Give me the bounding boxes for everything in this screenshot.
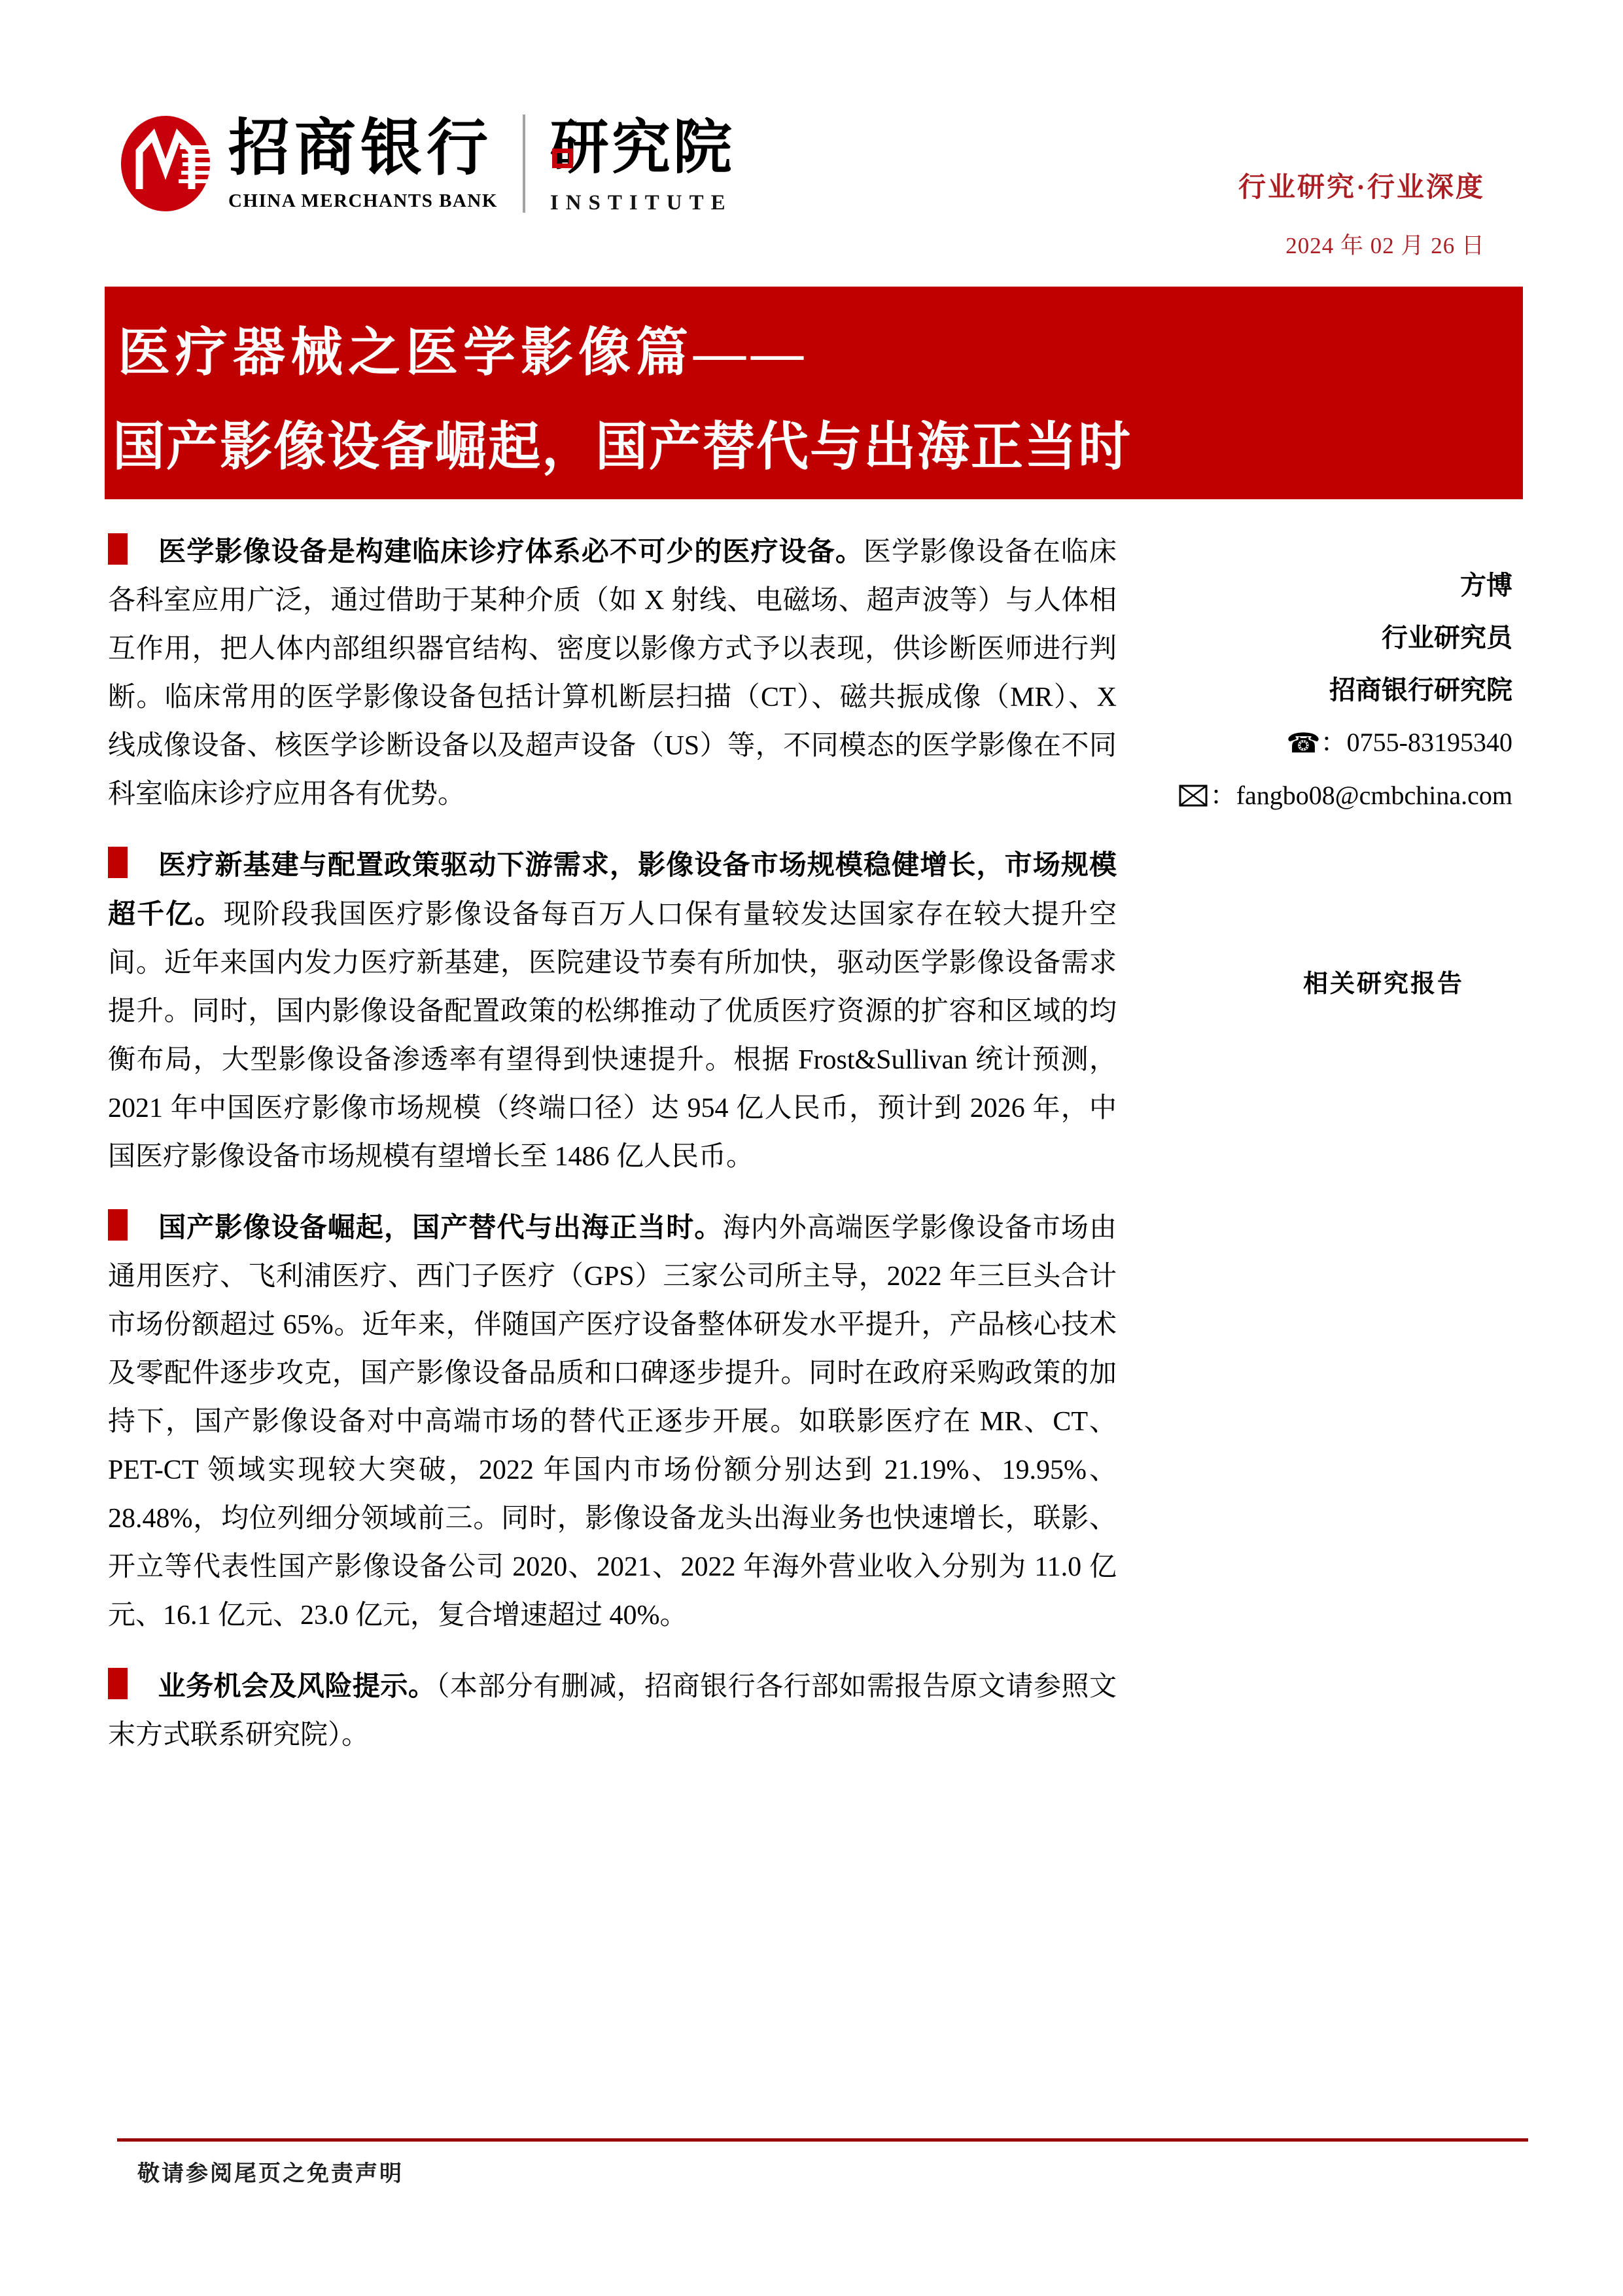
logo-divider <box>523 115 525 213</box>
report-meta <box>1238 166 1485 260</box>
phone-separator: ： <box>1320 728 1347 757</box>
phone-number: 0755-83195340 <box>1346 728 1512 757</box>
related-reports-heading: 相关研究报告 <box>1302 970 1464 998</box>
bullet-marker-icon <box>108 1668 128 1699</box>
summary-paragraph <box>108 1203 1117 1640</box>
institute-name-en: INSTITUTE <box>550 191 733 215</box>
paragraph-lead: 国产影像设备崛起，国产替代与出海正当时。 <box>158 1212 723 1243</box>
bullet-marker-icon <box>108 1209 128 1241</box>
paragraph-lead: 医学影像设备是构建临床诊疗体系必不可少的医疗设备。 <box>158 536 864 567</box>
bank-name-zh: 招商银行 <box>228 115 493 183</box>
bullet-marker-icon <box>108 533 128 565</box>
report-title-banner <box>105 287 1523 499</box>
paragraph-text: 现阶段我国医疗影像设备每百万人口保有量较发达国家存在较大提升空间。近年来国内发力医疗新基建，医院建设节奏有所加快，驱动医学影像设备需求提升。同时，国内影像设备配置政策的松绑推动了优质医疗资源的扩容和区域的均衡布局，大型影像设备渗透率有望得到快速提升。根据 Frost&Sullivan 统计预测，2021 年中国医疗影像市场规模（终端口径）达 954 亿人民币，预计到 2026 年，中国医疗影像设备市场规模有望增长至 1486 亿人民币。 <box>108 900 1117 1172</box>
title-line-2: 国产影像设备崛起，国产替代与出海正当时 <box>113 419 1132 476</box>
author-organization: 招商银行研究院 <box>1329 675 1512 705</box>
institute-names <box>550 115 735 215</box>
bank-names <box>228 115 498 212</box>
footer-rule <box>117 2138 1528 2142</box>
paragraph-lead: 业务机会及风险提示。 <box>158 1670 436 1701</box>
bank-name-en: CHINA MERCHANTS BANK <box>228 190 498 211</box>
report-category-label: 行业研究·行业深度 <box>1238 173 1485 203</box>
phone-line <box>1179 716 1512 769</box>
summary-paragraph <box>108 841 1117 1181</box>
email-line <box>1179 769 1512 822</box>
email-address: fangbo08@cmbchina.com <box>1236 781 1512 810</box>
institute-red-accent <box>552 149 573 168</box>
summary-paragraph <box>108 1662 1117 1759</box>
email-icon <box>1179 785 1208 807</box>
bullet-marker-icon <box>108 847 128 878</box>
title-line-1: 医疗器械之医学影像篇—— <box>118 325 809 382</box>
author-sidebar <box>1179 559 1512 822</box>
summary-section <box>108 527 1117 1782</box>
paragraph-lead: 医疗新基建与配置政策驱动下游需求，影像设备市场规模稳健增长，市场规模超千亿。 <box>108 849 1117 929</box>
cmb-logo-icon <box>120 115 211 213</box>
paragraph-text: 医学影像设备在临床各科室应用广泛，通过借助于某种介质（如 X 射线、电磁场、超声波等）与人体相互作用，把人体内部组织器官结构、密度以影像方式予以表现，供诊断医师进行判断。临床常用的医学影像设备包括计算机断层扫描（CT）、磁共振成像（MR）、X 线成像设备、核医学诊断设备以及超声设备（US）等，不同模态的医学影像在不同科室临床诊疗应用各有优势。 <box>108 537 1117 809</box>
report-date: 2024 年 02 月 26 日 <box>1285 233 1485 258</box>
author-title: 行业研究员 <box>1382 623 1512 652</box>
phone-icon: ☎ <box>1286 727 1321 759</box>
author-name: 方博 <box>1460 571 1512 600</box>
footer-disclaimer: 敬请参阅尾页之免责声明 <box>137 2162 404 2186</box>
email-separator: ： <box>1210 781 1236 810</box>
institute-name-zh: 研究院 <box>550 116 735 181</box>
summary-paragraph <box>108 527 1117 819</box>
paragraph-text: （本部分有删减，招商银行各行部如需报告原文请参照文末方式联系研究院）。 <box>108 1672 1117 1750</box>
cmb-logo-lockup <box>120 115 735 215</box>
paragraph-text: 海内外高端医学影像设备市场由通用医疗、飞利浦医疗、西门子医疗（GPS）三家公司所主导，2022 年三巨头合计市场份额超过 65%。近年来，伴随国产医疗设备整体研发水平提升，产品核心技术及零配件逐步攻克，国产影像设备品质和口碑逐步提升。同时在政府采购政策的加持下，国产影像设备对中高端市场的替代正逐步开展。如联影医疗在 MR、CT、PET-CT 领域实现较大突破，2022 年国内市场份额分别达到 21.19%、19.95%、28.48%，均位列细分领域前三。同时，影像设备龙头出海业务也快速增长，联影、开立等代表性国产影像设备公司 2020、2021、2022 年海外营业收入分别为 11.0 亿元、16.1 亿元、23.0 亿元，复合增速超过 40%。 <box>108 1213 1117 1631</box>
